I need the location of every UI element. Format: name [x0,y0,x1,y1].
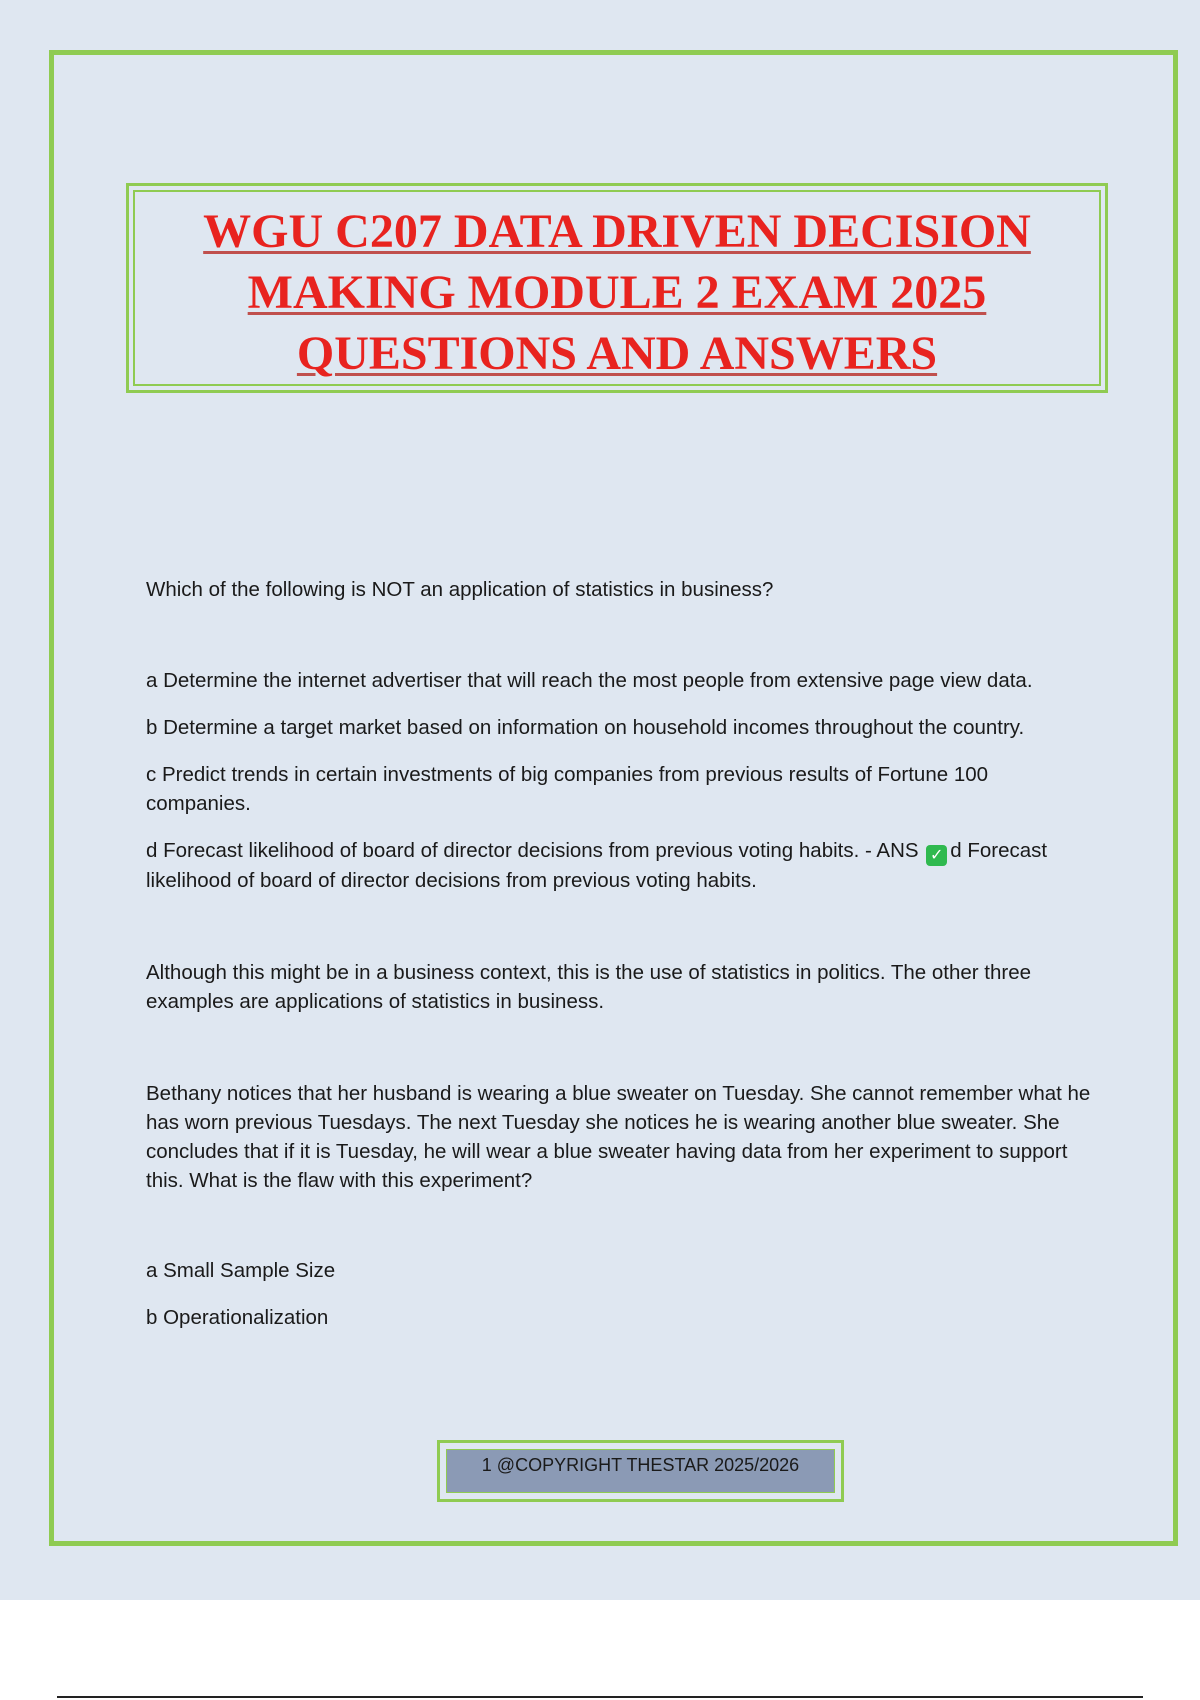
check-mark-icon: ✓ [926,845,947,866]
title-line-1: WGU C207 DATA DRIVEN DECISION [203,205,1031,258]
question-2-option-b: b Operationalization [146,1306,329,1329]
title-box [126,183,1108,393]
question-1-option-c: c Predict trends in certain investments of big companies from previous results of Fortune 100 companies. [146,763,989,815]
question-2-prompt: Bethany notices that her husband is wearing a blue sweater on Tuesday. She cannot remember what he has worn previous Tuesdays. The next Tuesday she notices he is wearing another blue sweater. She concludes that if it is Tuesday, he will wear a blue sweater having data from her experiment to support this. What is the flaw with this experiment? [146,1082,1091,1192]
question-1-option-a: a Determine the internet advertiser that will reach the most people from extensive page view data. [146,669,1033,692]
question-2-option-a: a Small Sample Size [146,1259,336,1282]
title-line-3: QUESTIONS AND ANSWERS [296,327,938,380]
document-title [129,201,1105,384]
answer-text: d Forecast likelihood of board of director decisions from previous voting habits. [146,839,1048,892]
question-1-option-d [146,836,1096,895]
title-line-2: MAKING MODULE 2 EXAM 2025 [247,266,987,319]
option-d-text: d Forecast likelihood of board of director decisions from previous voting habits. - ANS [146,839,919,862]
copyright-text: 1 @COPYRIGHT THESTAR 2025/2026 [481,1455,800,1475]
page-divider [57,1696,1143,1698]
footer-panel [446,1449,835,1493]
question-1-explanation: Although this might be in a business context, this is the use of statistics in politics. The other three examples are applications of statistics in business. [146,961,1032,1013]
question-1-option-b: b Determine a target market based on information on household incomes throughout the country. [146,716,1025,739]
footer-box [437,1440,844,1502]
question-1-prompt: Which of the following is NOT an application of statistics in business? [146,578,774,601]
document-body [146,575,1096,1350]
